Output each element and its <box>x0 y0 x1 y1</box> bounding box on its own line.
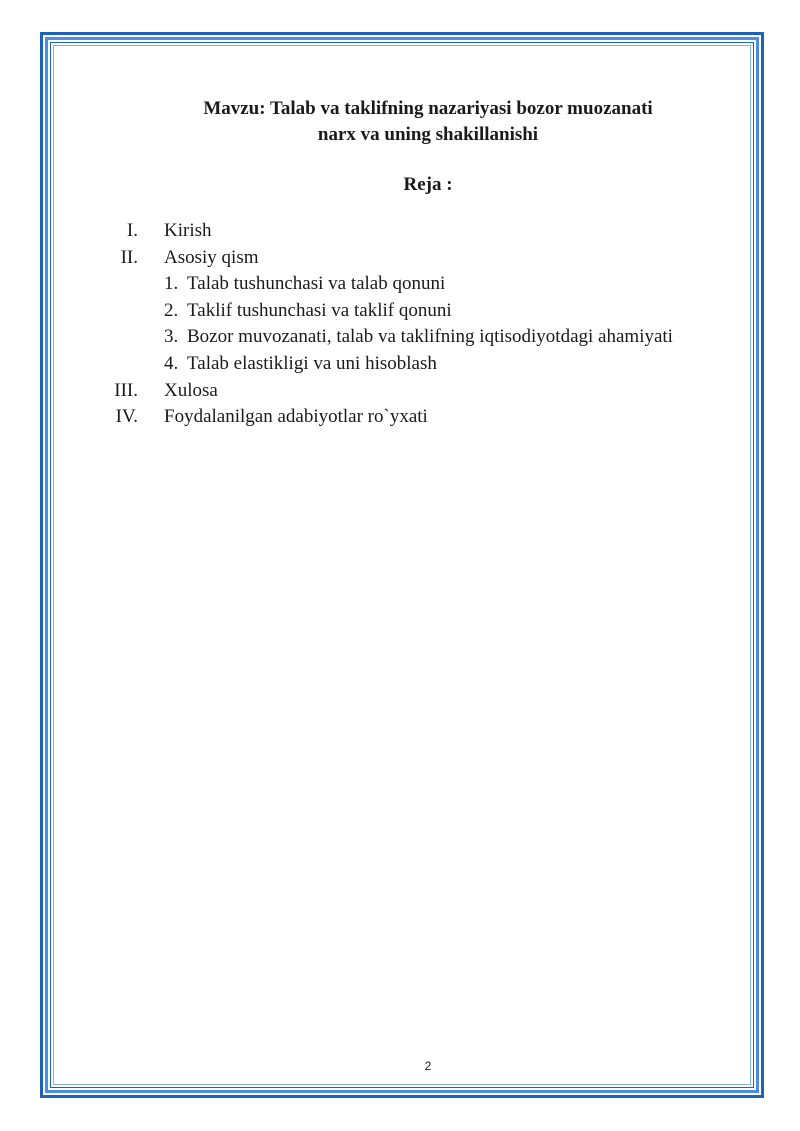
plan-item <box>0 378 800 405</box>
sub-item-text: Bozor muvozanati, talab va taklifning iqtisodiyotdagi ahamiyati <box>187 326 673 348</box>
page-number: 2 <box>424 1059 432 1073</box>
plan-item-text: Asosiy qism <box>164 246 259 268</box>
sub-item <box>0 298 800 325</box>
sub-item-number: 4. <box>164 352 179 374</box>
plan-item-numeral: II. <box>120 246 138 268</box>
plan-heading: Reja : <box>403 174 453 195</box>
sub-item-text: Taklif tushunchasi va taklif qonuni <box>187 299 452 321</box>
plan-list <box>0 218 800 431</box>
plan-item-numeral: I. <box>126 220 138 241</box>
plan-item-text: Xulosa <box>164 379 218 401</box>
plan-item-text: Kirish <box>164 220 212 241</box>
plan-item-numeral: IV. <box>115 406 138 428</box>
sub-item-number: 1. <box>164 273 179 295</box>
title-line-1: Mavzu: Talab va taklifning nazariyasi bozor muozanati <box>203 98 653 119</box>
page-border-innermost <box>53 45 751 1085</box>
plan-item <box>0 218 800 245</box>
plan-item <box>0 404 800 431</box>
plan-item-numeral: III. <box>114 379 138 401</box>
plan-item-text: Foydalanilgan adabiyotlar ro`yxati <box>164 406 428 428</box>
sub-item-text: Talab elastikligi va uni hisoblash <box>187 352 437 374</box>
sub-item <box>0 324 800 351</box>
title-line-2: narx va uning shakillanishi <box>317 124 539 145</box>
plan-item <box>0 245 800 272</box>
sub-item-number: 3. <box>164 326 179 348</box>
sub-item <box>0 351 800 378</box>
sub-item <box>0 271 800 298</box>
sub-item-number: 2. <box>164 299 179 321</box>
sub-item-text: Talab tushunchasi va talab qonuni <box>187 273 446 295</box>
